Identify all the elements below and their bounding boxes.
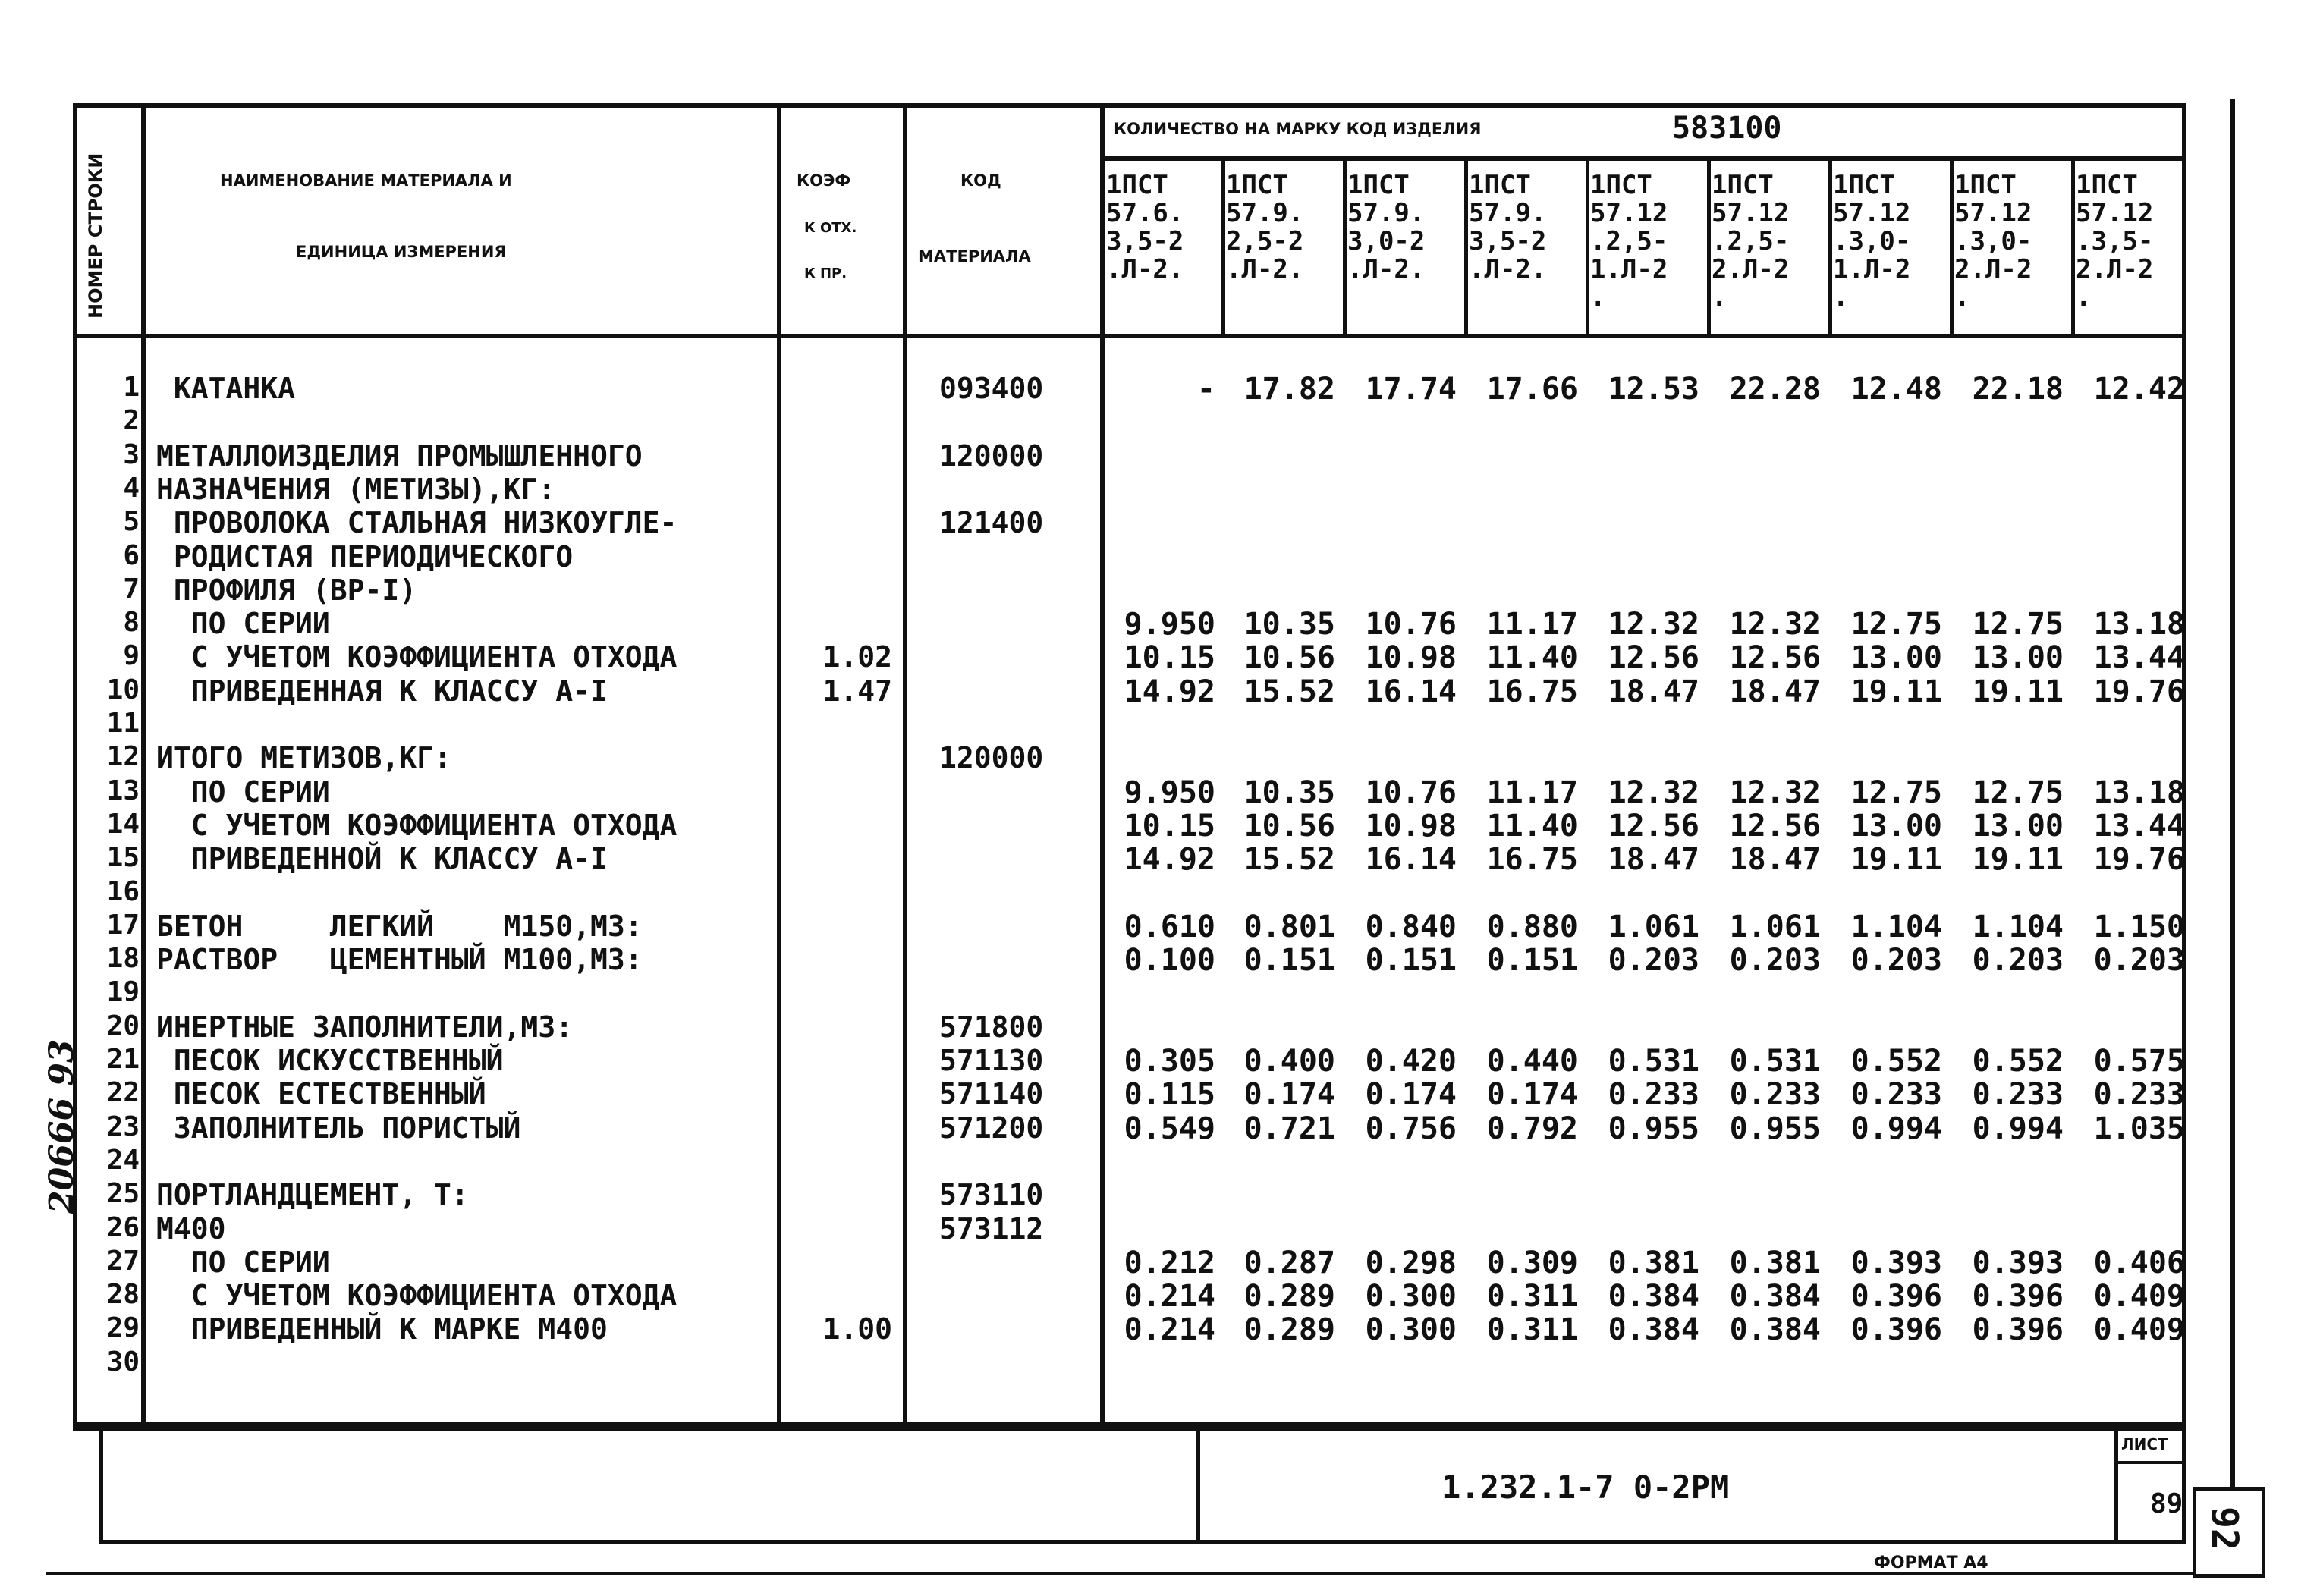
quantity-value: 0.880 xyxy=(1486,909,1578,944)
value-col-line xyxy=(1950,156,1954,334)
handwritten-inventory-number: 20666 93 xyxy=(42,1039,81,1214)
quantity-value: 0.552 xyxy=(1850,1044,1942,1079)
quantity-value: 0.203 xyxy=(1972,943,2064,979)
quantity-value: 0.300 xyxy=(1365,1312,1457,1348)
quantity-value: 0.233 xyxy=(1729,1077,1821,1113)
sheet-number: 89 xyxy=(2150,1488,2183,1519)
quantity-value: 0.289 xyxy=(1243,1312,1335,1348)
quantity-value: 0.203 xyxy=(2093,943,2185,979)
row-number: 25 xyxy=(106,1178,140,1210)
material-name: ПРОФИЛЯ (ВР-I) xyxy=(156,573,417,607)
quantity-value: 0.409 xyxy=(2093,1279,2185,1315)
header-divider xyxy=(73,334,2186,338)
quantity-value: 0.756 xyxy=(1365,1111,1457,1146)
quantity-value: 19.76 xyxy=(2093,674,2185,709)
quantity-value: 0.552 xyxy=(1972,1044,2064,1079)
quantity-value: 0.840 xyxy=(1365,909,1457,944)
quantity-value: 14.92 xyxy=(1124,674,1215,709)
material-name: М400 xyxy=(156,1211,226,1246)
quantity-value: 12.32 xyxy=(1729,607,1821,642)
quantity-value: 18.47 xyxy=(1729,842,1821,878)
format-label: ФОРМАТ А4 xyxy=(1874,1554,1988,1572)
product-mark-header: 1ПСТ 57.6. 3,5-2 .Л-2. xyxy=(1106,170,1184,284)
code-header-line2: МАТЕРИАЛА xyxy=(918,247,1031,265)
quantity-value: 10.98 xyxy=(1365,640,1457,676)
quantity-value: 0.384 xyxy=(1729,1279,1821,1315)
row-number: 26 xyxy=(106,1211,140,1243)
coef-header-line1: КОЭФ xyxy=(797,171,851,190)
product-code: 583100 xyxy=(1672,111,1782,146)
quantity-value: 10.56 xyxy=(1243,808,1335,844)
material-code: 093400 xyxy=(939,372,1044,405)
coefficient: 1.02 xyxy=(822,640,892,674)
value-col-line xyxy=(1221,156,1225,334)
quantity-value: 13.00 xyxy=(1850,808,1942,844)
quantity-value: 0.994 xyxy=(1850,1111,1942,1146)
value-col-line xyxy=(1828,156,1832,334)
material-code: 120000 xyxy=(939,438,1044,473)
quantity-value: 0.203 xyxy=(1608,943,1699,979)
material-name: ПРОВОЛОКА СТАЛЬНАЯ НИЗКОУГЛЕ- xyxy=(156,506,677,540)
row-number: 12 xyxy=(106,741,140,773)
material-name: ПОРТЛАНДЦЕМЕНТ, Т: xyxy=(156,1178,469,1212)
row-number: 18 xyxy=(106,943,140,975)
quantity-value: 12.56 xyxy=(1608,640,1699,676)
material-code: 573112 xyxy=(939,1211,1044,1246)
doc-code: 1.232.1-7 0-2РМ xyxy=(1441,1469,1730,1506)
quantity-value: 0.721 xyxy=(1243,1111,1335,1146)
quantity-value: 1.104 xyxy=(1972,909,2064,944)
material-name: С УЧЕТОМ КОЭФФИЦИЕНТА ОТХОДА xyxy=(156,640,677,674)
product-mark-header: 1ПСТ 57.9. 3,5-2 .Л-2. xyxy=(1469,170,1547,284)
product-mark-header: 1ПСТ 57.12 .3,0- 1.Л-2 . xyxy=(1833,170,1911,313)
coef-header-line3: К ПР. xyxy=(804,265,847,281)
quantity-value: 1.035 xyxy=(2093,1111,2185,1146)
quantity-value: 11.17 xyxy=(1486,607,1578,642)
row-number: 13 xyxy=(106,774,140,806)
qty-label-divider xyxy=(1100,156,2186,161)
product-mark-header: 1ПСТ 57.12 .3,0- 2.Л-2 . xyxy=(1954,170,2032,313)
quantity-value: 0.287 xyxy=(1243,1245,1335,1280)
value-col-line xyxy=(1464,156,1468,334)
quantity-value: 11.40 xyxy=(1486,640,1578,676)
quantity-value: 10.56 xyxy=(1243,640,1335,676)
quantity-value: 19.76 xyxy=(2093,842,2185,878)
material-name: ПРИВЕДЕННЫЙ К МАРКЕ М400 xyxy=(156,1312,608,1346)
quantity-value: 1.061 xyxy=(1729,909,1821,944)
product-mark-header: 1ПСТ 57.9. 3,0-2 .Л-2. xyxy=(1347,170,1426,284)
quantity-value: 19.11 xyxy=(1850,842,1942,878)
title-block xyxy=(99,1426,2186,1544)
row-number: 11 xyxy=(106,708,140,739)
product-mark-header: 1ПСТ 57.12 .2,5- 2.Л-2 . xyxy=(1712,170,1790,313)
value-col-line xyxy=(1343,156,1347,334)
row-number: 6 xyxy=(123,539,140,571)
material-name: ПРИВЕДЕННАЯ К КЛАССУ А-I xyxy=(156,674,608,708)
row-number: 21 xyxy=(106,1044,140,1075)
row-number: 20 xyxy=(106,1010,140,1041)
quantity-value: 9.950 xyxy=(1124,607,1215,642)
quantity-value: 0.233 xyxy=(1608,1077,1699,1113)
row-number-header: НОМЕР СТРОКИ xyxy=(85,152,106,319)
quantity-value: 0.400 xyxy=(1243,1044,1335,1079)
page-number: 92 xyxy=(2203,1506,2246,1550)
sheet-box-line xyxy=(2114,1461,2186,1464)
quantity-value: 1.061 xyxy=(1608,909,1699,944)
quantity-value: 0.420 xyxy=(1365,1044,1457,1079)
quantity-value: 0.305 xyxy=(1124,1044,1215,1079)
row-number: 5 xyxy=(123,506,140,538)
material-name: КАТАНКА xyxy=(156,372,296,405)
row-number: 29 xyxy=(106,1312,140,1344)
row-number: 15 xyxy=(106,842,140,874)
material-name: РОДИСТАЯ ПЕРИОДИЧЕСКОГО xyxy=(156,539,574,573)
row-number: 16 xyxy=(106,875,140,907)
quantity-value: 19.11 xyxy=(1850,674,1942,709)
material-name: ПО СЕРИИ xyxy=(156,607,330,641)
quantity-value: 18.47 xyxy=(1729,674,1821,709)
row-number: 7 xyxy=(123,573,140,605)
material-name: С УЧЕТОМ КОЭФФИЦИЕНТА ОТХОДА xyxy=(156,808,677,842)
value-col-line xyxy=(2071,156,2075,334)
quantity-value: 0.174 xyxy=(1243,1077,1335,1113)
row-number: 8 xyxy=(123,607,140,639)
quantity-value: 0.214 xyxy=(1124,1279,1215,1315)
quantity-value: 15.52 xyxy=(1243,842,1335,878)
col-line-name xyxy=(777,103,781,1426)
material-code: 571130 xyxy=(939,1044,1044,1077)
name-header-line2: ЕДИНИЦА ИЗМЕРЕНИЯ xyxy=(296,243,507,261)
quantity-value: 0.994 xyxy=(1972,1111,2064,1146)
quantity-value: 13.00 xyxy=(1972,808,2064,844)
quantity-value: 22.18 xyxy=(1972,372,2064,407)
quantity-value: 0.300 xyxy=(1365,1279,1457,1315)
quantity-value: 0.298 xyxy=(1365,1245,1457,1280)
quantity-value: 12.32 xyxy=(1729,774,1821,810)
quantity-value: 10.35 xyxy=(1243,774,1335,810)
row-number: 17 xyxy=(106,909,140,941)
quantity-value: 12.75 xyxy=(1850,607,1942,642)
quantity-value: 0.575 xyxy=(2093,1044,2185,1079)
quantity-value: 10.98 xyxy=(1365,808,1457,844)
quantity-value: 14.92 xyxy=(1124,842,1215,878)
col-line-coef xyxy=(903,103,907,1426)
row-number: 10 xyxy=(106,674,140,705)
quantity-value: 15.52 xyxy=(1243,674,1335,709)
material-code: 573110 xyxy=(939,1178,1044,1212)
product-mark-header: 1ПСТ 57.12 .2,5- 1.Л-2 . xyxy=(1590,170,1668,313)
quantity-value: 0.100 xyxy=(1124,943,1215,979)
bottom-rule xyxy=(46,1572,2193,1575)
product-mark-header: 1ПСТ 57.12 .3,5- 2.Л-2 . xyxy=(2076,170,2154,313)
material-code: 121400 xyxy=(939,506,1044,540)
material-name: РАСТВОР ЦЕМЕНТНЫЙ М100,М3: xyxy=(156,943,643,977)
quantity-value: 13.18 xyxy=(2093,607,2185,642)
material-name: ПЕСОК ЕСТЕСТВЕННЫЙ xyxy=(156,1077,486,1111)
material-name: НАЗНАЧЕНИЯ (МЕТИЗЫ),КГ: xyxy=(156,472,556,506)
sheet-label: ЛИСТ xyxy=(2121,1435,2168,1453)
quantity-value: 12.75 xyxy=(1972,607,2064,642)
quantity-value: 0.396 xyxy=(1972,1312,2064,1348)
quantity-value: 0.393 xyxy=(1850,1245,1942,1280)
quantity-value: 0.531 xyxy=(1729,1044,1821,1079)
col-line-code xyxy=(1100,103,1105,1426)
quantity-value: 9.950 xyxy=(1124,774,1215,810)
material-name: ПЕСОК ИСКУССТВЕННЫЙ xyxy=(156,1044,504,1077)
material-name: С УЧЕТОМ КОЭФФИЦИЕНТА ОТХОДА xyxy=(156,1279,677,1313)
quantity-value: 0.214 xyxy=(1124,1312,1215,1348)
code-header-line1: КОД xyxy=(960,171,1001,190)
quantity-value: 16.75 xyxy=(1486,674,1578,709)
material-name: ИТОГО МЕТИЗОВ,КГ: xyxy=(156,741,451,775)
quantity-value: 13.44 xyxy=(2093,808,2185,844)
quantity-value: 0.289 xyxy=(1243,1279,1335,1315)
material-code: 120000 xyxy=(939,741,1044,775)
row-number: 14 xyxy=(106,808,140,840)
quantity-value: 16.14 xyxy=(1365,842,1457,878)
quantity-value: 0.309 xyxy=(1486,1245,1578,1280)
qty-header: КОЛИЧЕСТВО НА МАРКУ КОД ИЗДЕЛИЯ xyxy=(1114,120,1482,138)
quantity-value: 13.18 xyxy=(2093,774,2185,810)
material-name: ПО СЕРИИ xyxy=(156,774,330,809)
quantity-value: 0.396 xyxy=(1850,1279,1942,1315)
quantity-value: 0.233 xyxy=(2093,1077,2185,1113)
quantity-value: 17.82 xyxy=(1243,372,1335,407)
quantity-value: 0.384 xyxy=(1729,1312,1821,1348)
quantity-value: 12.75 xyxy=(1972,774,2064,810)
quantity-value: 12.56 xyxy=(1729,808,1821,844)
quantity-value: 0.115 xyxy=(1124,1077,1215,1113)
material-name: БЕТОН ЛЕГКИЙ М150,М3: xyxy=(156,909,643,943)
quantity-value: 1.104 xyxy=(1850,909,1942,944)
row-number: 30 xyxy=(106,1346,140,1378)
quantity-value: 0.610 xyxy=(1124,909,1215,944)
quantity-value: 0.792 xyxy=(1486,1111,1578,1146)
material-name: ИНЕРТНЫЕ ЗАПОЛНИТЕЛИ,М3: xyxy=(156,1010,574,1044)
quantity-value: 17.74 xyxy=(1365,372,1457,407)
quantity-value: 0.384 xyxy=(1608,1312,1699,1348)
material-code: 571800 xyxy=(939,1010,1044,1044)
quantity-value: 13.00 xyxy=(1850,640,1942,676)
quantity-value: 0.549 xyxy=(1124,1111,1215,1146)
quantity-value: 0.203 xyxy=(1729,943,1821,979)
quantity-value: 22.28 xyxy=(1729,372,1821,407)
quantity-value: 0.203 xyxy=(1850,943,1942,979)
quantity-value: 0.955 xyxy=(1608,1111,1699,1146)
quantity-value: 0.151 xyxy=(1243,943,1335,979)
quantity-value: 0.384 xyxy=(1608,1279,1699,1315)
material-code: 571140 xyxy=(939,1077,1044,1111)
quantity-value: 0.440 xyxy=(1486,1044,1578,1079)
col-line-rownum xyxy=(141,103,146,1426)
row-number: 9 xyxy=(123,640,140,672)
quantity-value: 0.212 xyxy=(1124,1245,1215,1280)
name-header-line1: НАИМЕНОВАНИЕ МАТЕРИАЛА И xyxy=(220,171,512,190)
quantity-value: 0.233 xyxy=(1850,1077,1942,1113)
quantity-value: 16.14 xyxy=(1365,674,1457,709)
quantity-value: 0.396 xyxy=(1850,1312,1942,1348)
row-number: 28 xyxy=(106,1279,140,1311)
quantity-value: 12.56 xyxy=(1729,640,1821,676)
row-number: 22 xyxy=(106,1077,140,1109)
quantity-value: - xyxy=(1196,372,1215,407)
material-name: ПО СЕРИИ xyxy=(156,1245,330,1279)
quantity-value: 12.56 xyxy=(1608,808,1699,844)
quantity-value: 12.75 xyxy=(1850,774,1942,810)
quantity-value: 18.47 xyxy=(1608,674,1699,709)
material-code: 571200 xyxy=(939,1111,1044,1145)
row-number: 27 xyxy=(106,1245,140,1277)
quantity-value: 10.76 xyxy=(1365,774,1457,810)
quantity-value: 19.11 xyxy=(1972,842,2064,878)
quantity-value: 12.32 xyxy=(1608,774,1699,810)
value-col-line xyxy=(1586,156,1589,334)
row-number: 2 xyxy=(123,405,140,437)
coefficient: 1.00 xyxy=(822,1312,892,1346)
value-col-line xyxy=(1707,156,1711,334)
quantity-value: 0.151 xyxy=(1486,943,1578,979)
quantity-value: 0.409 xyxy=(2093,1312,2185,1348)
coefficient: 1.47 xyxy=(822,674,892,708)
row-number: 3 xyxy=(123,438,140,470)
quantity-value: 0.174 xyxy=(1486,1077,1578,1113)
quantity-value: 11.17 xyxy=(1486,774,1578,810)
quantity-value: 12.53 xyxy=(1608,372,1699,407)
quantity-value: 0.381 xyxy=(1729,1245,1821,1280)
quantity-value: 13.44 xyxy=(2093,640,2185,676)
quantity-value: 10.35 xyxy=(1243,607,1335,642)
quantity-value: 10.76 xyxy=(1365,607,1457,642)
row-number: 4 xyxy=(123,472,140,504)
quantity-value: 17.66 xyxy=(1486,372,1578,407)
material-name: ПРИВЕДЕННОЙ К КЛАССУ А-I xyxy=(156,842,608,876)
page-edge-line xyxy=(2230,99,2235,1487)
quantity-value: 0.311 xyxy=(1486,1279,1578,1315)
material-name: МЕТАЛЛОИЗДЕЛИЯ ПРОМЫШЛЕННОГО xyxy=(156,438,643,473)
quantity-value: 13.00 xyxy=(1972,640,2064,676)
quantity-value: 1.150 xyxy=(2093,909,2185,944)
quantity-value: 0.393 xyxy=(1972,1245,2064,1280)
product-mark-header: 1ПСТ 57.9. 2,5-2 .Л-2. xyxy=(1226,170,1304,284)
material-name: ЗАПОЛНИТЕЛЬ ПОРИСТЫЙ xyxy=(156,1111,521,1145)
quantity-value: 0.151 xyxy=(1365,943,1457,979)
sheet-box-divider xyxy=(2114,1426,2118,1544)
title-block-divider xyxy=(1196,1426,1200,1544)
quantity-value: 0.801 xyxy=(1243,909,1335,944)
quantity-value: 10.15 xyxy=(1124,808,1215,844)
quantity-value: 12.42 xyxy=(2093,372,2185,407)
quantity-value: 0.406 xyxy=(2093,1245,2185,1280)
quantity-value: 12.48 xyxy=(1850,372,1942,407)
quantity-value: 0.396 xyxy=(1972,1279,2064,1315)
quantity-value: 0.174 xyxy=(1365,1077,1457,1113)
row-number: 24 xyxy=(106,1144,140,1176)
quantity-value: 19.11 xyxy=(1972,674,2064,709)
row-number: 19 xyxy=(106,976,140,1008)
quantity-value: 0.311 xyxy=(1486,1312,1578,1348)
quantity-value: 10.15 xyxy=(1124,640,1215,676)
quantity-value: 16.75 xyxy=(1486,842,1578,878)
quantity-value: 0.955 xyxy=(1729,1111,1821,1146)
quantity-value: 0.531 xyxy=(1608,1044,1699,1079)
coef-header-line2: К ОТХ. xyxy=(804,220,857,236)
row-number: 1 xyxy=(123,372,140,403)
quantity-value: 11.40 xyxy=(1486,808,1578,844)
quantity-value: 18.47 xyxy=(1608,842,1699,878)
quantity-value: 0.381 xyxy=(1608,1245,1699,1280)
quantity-value: 12.32 xyxy=(1608,607,1699,642)
quantity-value: 0.233 xyxy=(1972,1077,2064,1113)
row-number: 23 xyxy=(106,1111,140,1142)
